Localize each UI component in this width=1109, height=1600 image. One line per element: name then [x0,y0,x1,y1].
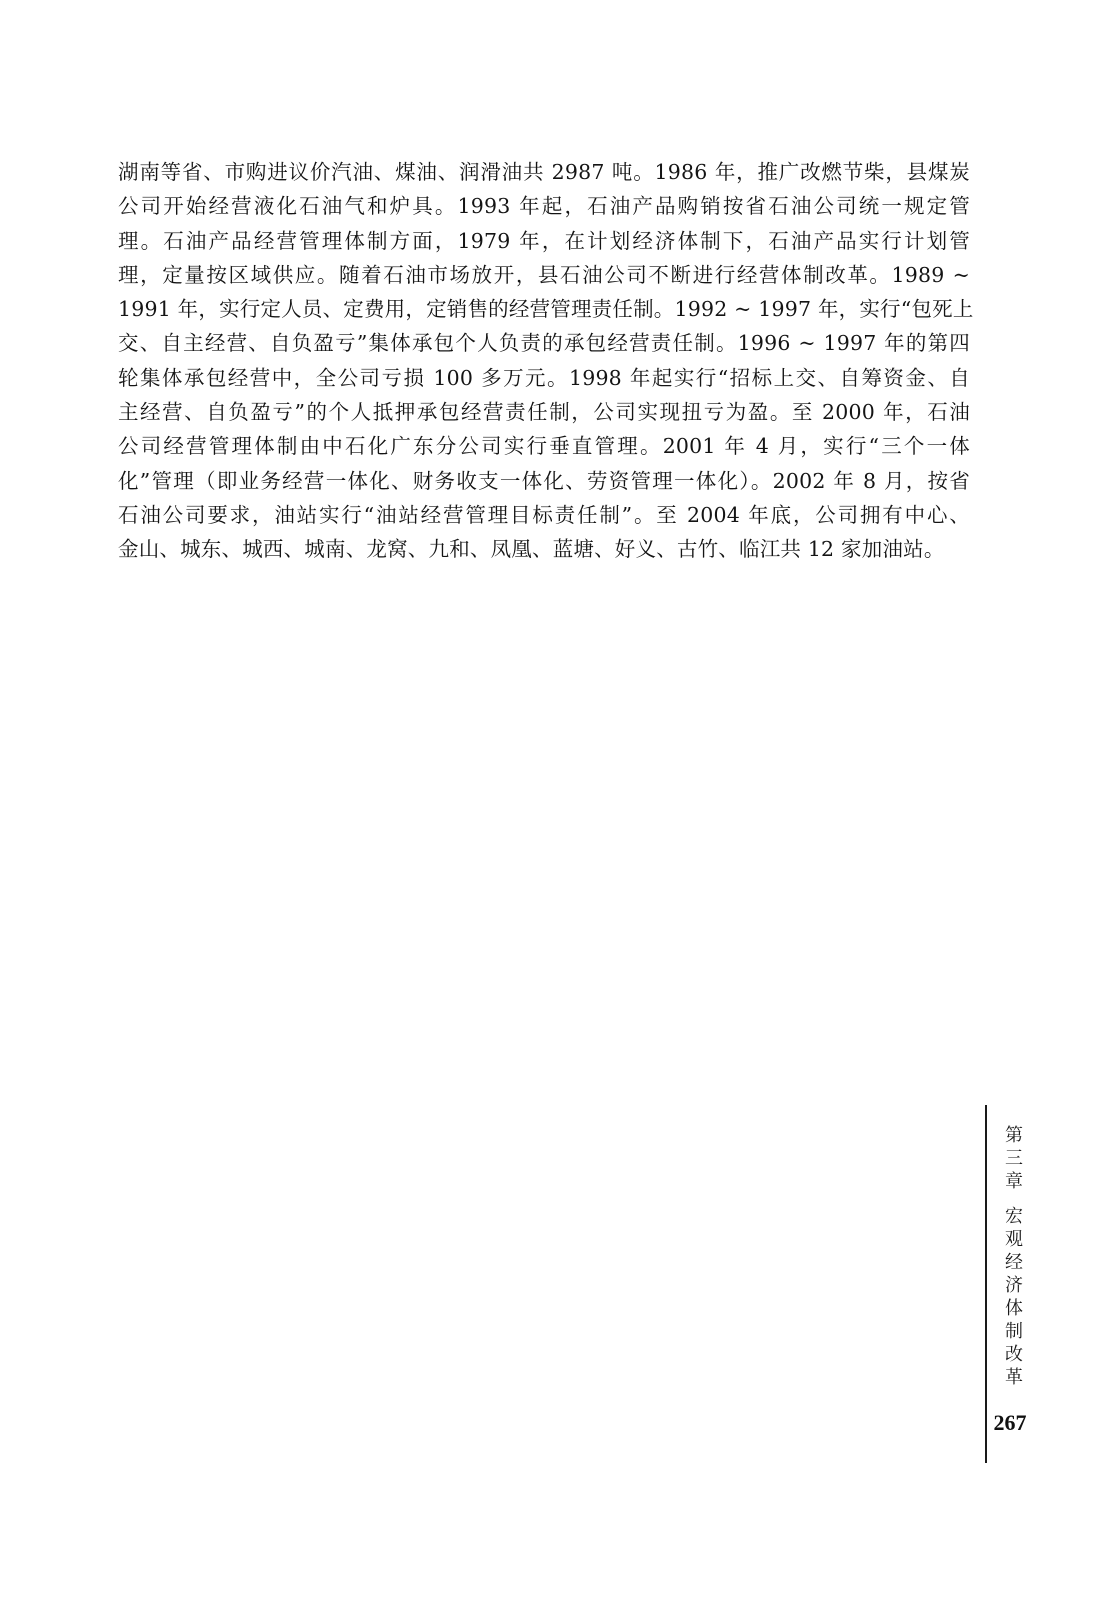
text-line: 交、自主经营、自负盈亏”集体承包个人负责的承包经营责任制。1996 ~ 1997 年的第四 [118,331,970,356]
text-line: 1991 年，实行定人员、定费用，定销售的经营管理责任制。1992 ~ 1997 年，实行“包死上 [118,297,974,322]
text-line: 石油公司要求，油站实行“油站经营管理目标责任制”。至 2004 年底，公司拥有中心、 [118,502,970,527]
running-head-chapter: 第三章 [1002,1125,1023,1194]
text-line: 公司开始经营液化石油气和炉具。1993 年起，石油产品购销按省石油公司统一规定管 [118,194,970,219]
text-line: 金山、城东、城西、城南、龙窝、九和、凤凰、蓝塘、好义、古竹、临江共 12 家加油站。 [118,537,945,562]
margin-rule [985,1105,987,1463]
text-line: 公司经营管理体制由中石化广东分公司实行垂直管理。2001 年 4 月，实行“三个一体 [118,434,970,459]
text-line: 理。石油产品经营管理体制方面，1979 年，在计划经济体制下，石油产品实行计划管 [118,228,970,253]
text-line: 轮集体承包经营中，全公司亏损 100 多万元。1998 年起实行“招标上交、自筹资金、自 [118,365,970,390]
text-line: 化”管理（即业务经营一体化、财务收支一体化、劳资管理一体化）。2002 年 8 月，按省 [118,468,970,493]
text-line: 主经营、自负盈亏”的个人抵押承包经营责任制，公司实现扭亏为盈。至 2000 年，石油 [118,400,970,425]
text-line: 湖南等省、市购进议价汽油、煤油、润滑油共 2987 吨。1986 年，推广改燃节柴，县煤炭 [118,160,970,184]
text-line: 理，定量按区域供应。随着石油市场放开，县石油公司不断进行经营体制改革。1989 ~ [118,262,970,287]
body-paragraph [118,155,974,567]
running-head-title: 宏观经济体制改革 [1002,1206,1023,1390]
page-number: 267 [993,1410,1027,1435]
running-head [998,1125,1026,1390]
